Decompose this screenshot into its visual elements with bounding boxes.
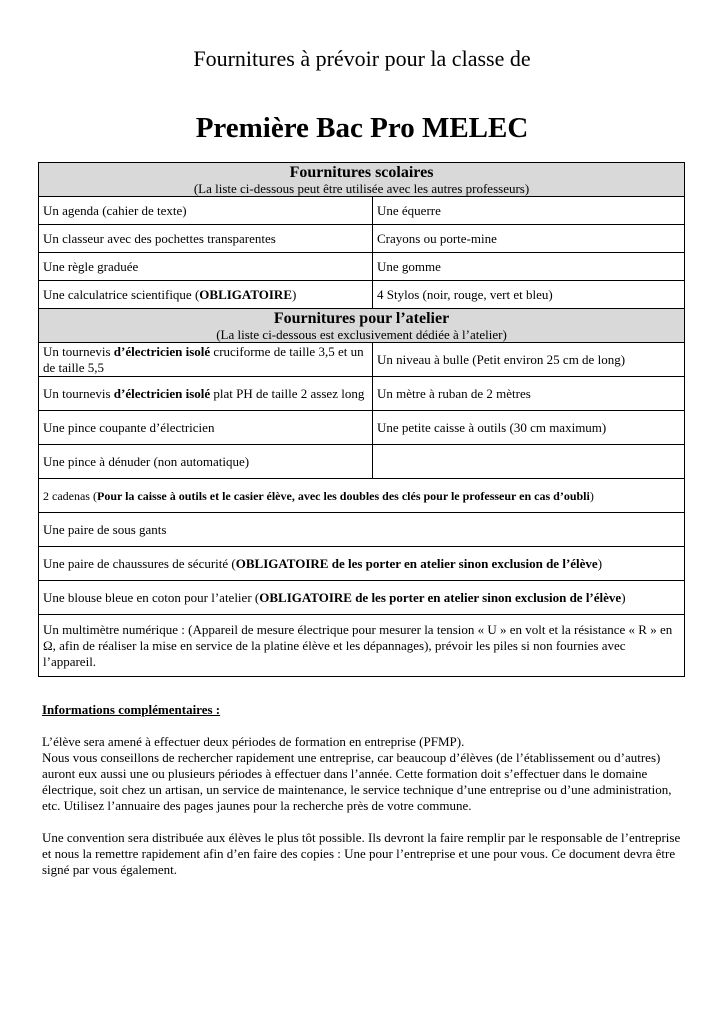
table-row [39,225,685,253]
item-emphasis: OBLIGATOIRE de les porter en atelier sinon exclusion de l’élève [235,555,598,571]
section-subtitle: (La liste ci-dessous peut être utilisée avec les autres professeurs) [193,180,530,196]
supply-item [39,281,373,309]
supply-item [39,581,685,615]
table-row [39,343,685,377]
item-text: ) [597,555,603,571]
table-row [39,411,685,445]
item-emphasis: d’électricien isolé [113,385,211,401]
table-row [39,377,685,411]
item-text: Une paire de chaussures de sécurité ( [43,555,236,571]
item-text: Un tournevis [43,343,114,359]
section-title: Fournitures pour l’atelier [273,309,450,327]
supply-item: Un agenda (cahier de texte) [39,197,373,225]
supply-item: Une équerre [373,197,685,225]
supply-item [39,547,685,581]
supply-item: 4 Stylos (noir, rouge, vert et bleu) [373,281,685,309]
table-row [39,547,685,581]
info-paragraph: Une convention sera distribuée aux élèves le plus tôt possible. Ils devront la faire remplir par le responsable de l’entreprise et nous la remettre rapidement afin d’en faire des copies : Une pour l’entreprise et une pour vous. Ce document devra être signé par vous également. [42,830,681,877]
item-text: ) [589,488,594,503]
item-text: cruciforme de taille 3,5 et un de taille 5,5 [43,343,364,375]
item-text: Une calculatrice scientifique ( [43,286,200,302]
supplies-table [38,162,685,677]
supply-item: Une règle graduée [39,253,373,281]
info-paragraph: L’élève sera amené à effectuer deux périodes de formation en entreprise (PFMP). [42,734,465,749]
item-text: Un tournevis [43,385,114,401]
item-text: ) [621,589,626,605]
table-row [39,253,685,281]
supply-item: Un niveau à bulle (Petit environ 25 cm de long) [373,343,685,377]
item-text: 2 cadenas ( [43,488,97,503]
supply-item [39,377,373,411]
supply-item: Une pince à dénuder (non automatique) [39,445,373,479]
section-header-scolaires [39,163,685,197]
empty-cell [373,445,685,479]
supply-item: Un multimètre numérique : (Appareil de mesure électrique pour mesurer la tension « U » en volt et la résistance « R » en Ω, afin de réaliser la mise en service de la platine élève et les dépannages), prévoir les piles si non fournies avec l’appareil. [39,615,685,677]
table-row [39,197,685,225]
supply-item: Une petite caisse à outils (30 cm maximum) [373,411,685,445]
item-text: plat PH de taille 2 assez long [210,385,365,401]
supply-item: Crayons ou porte-mine [373,225,685,253]
info-section [42,702,687,878]
supply-item: Un mètre à ruban de 2 mètres [373,377,685,411]
page-title-class: Première Bac Pro MELEC [195,112,529,144]
table-row [39,445,685,479]
supply-item [39,343,373,377]
section-subtitle: (La liste ci-dessous est exclusivement dédiée à l’atelier) [216,326,507,342]
item-emphasis: Pour la caisse à outils et le casier élève, avec les doubles des clés pour le professeur en cas d’oubli [96,488,590,503]
item-emphasis: OBLIGATOIRE de les porter en atelier sinon exclusion de l’élève [259,589,622,605]
supply-item: Une paire de sous gants [39,513,685,547]
item-text: Une blouse bleue en coton pour l’atelier ( [43,589,260,605]
section-header-atelier [39,309,685,343]
table-row [39,479,685,513]
info-title: Informations complémentaires : [42,702,221,717]
item-emphasis: d’électricien isolé [113,343,211,359]
info-paragraph: Nous vous conseillons de rechercher rapidement une entreprise, car beaucoup d’élèves (de l’établissement ou d’autres) auront eux aussi une ou plusieurs périodes à effectuer dans l’année. Cette formation doit s’effectuer dans le domaine électrique, soit chez un artisan, un service de maintenance, le service technique d’une entreprise ou d’une administration, etc. Utilisez l’annuaire des pages jaunes pour la recherche près de votre commune. [42,750,672,813]
section-title: Fournitures scolaires [289,163,434,181]
table-row [39,281,685,309]
supply-item: Un classeur avec des pochettes transparentes [39,225,373,253]
table-row [39,513,685,547]
table-row [39,581,685,615]
supply-item [39,479,685,513]
supply-item: Une gomme [373,253,685,281]
item-emphasis: OBLIGATOIRE [199,286,292,302]
table-row [39,615,685,677]
item-text: ) [292,286,297,302]
page-title-line1: Fournitures à prévoir pour la classe de [193,46,531,71]
supply-item: Une pince coupante d’électricien [39,411,373,445]
